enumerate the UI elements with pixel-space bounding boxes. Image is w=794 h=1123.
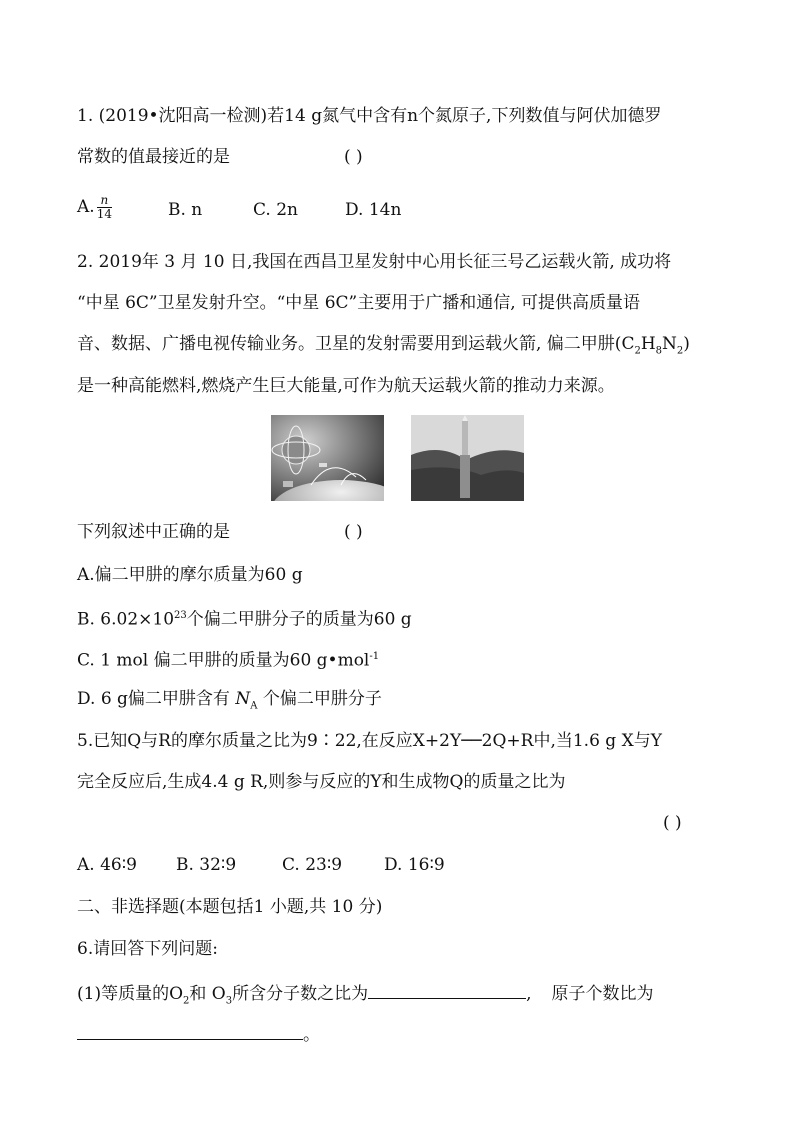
q6-o2-sub: 2 <box>183 995 190 1007</box>
q2-line3-text: 音、数据、广播电视传输业务。卫星的发射需要用到运载火箭, 偏二甲肼(C <box>77 334 635 354</box>
q1-option-b: B. n <box>168 200 203 220</box>
q6-part1-mid: 和 O <box>189 984 226 1004</box>
q2-answer-paren: ( ) <box>344 522 363 542</box>
q2-option-c-pre: C. 1 mol 偏二甲肼的质量为60 g•mol <box>77 650 370 671</box>
q2-line4: 是一种高能燃料,燃烧产生巨大能量,可作为航天运载火箭的推动力来源。 <box>77 376 615 396</box>
q1-option-a-denominator: 14 <box>96 207 112 221</box>
q2-option-d-pre: D. 6 g偏二甲肼含有 <box>77 689 236 709</box>
q2-option-d-na: N <box>235 689 251 709</box>
q2-option-b-pre: B. 6.02×10 <box>77 609 175 630</box>
satellite-illustration <box>271 415 384 501</box>
q6-part1-line2 <box>77 1021 320 1046</box>
q6-part1-pre: (1)等质量的O <box>77 984 184 1004</box>
satellite-image <box>271 415 384 501</box>
q2-formula-sub-c: 2 <box>634 345 641 357</box>
q2-option-d-na-sub: A <box>250 700 258 712</box>
q5-option-c: C. 23∶9 <box>282 855 343 875</box>
rocket-illustration <box>411 415 524 501</box>
q2-option-c <box>77 646 379 672</box>
q6-part1-tail: 原子个数比为 <box>551 984 654 1004</box>
q2-option-c-exponent: -1 <box>369 651 380 662</box>
q1-line1: 1. (2019•沈阳高一检测)若14 g氮气中含有n个氮原子,下列数值与阿伏加德罗 <box>77 106 662 126</box>
q1-option-a-fraction <box>97 194 112 221</box>
q5-answer-paren: ( ) <box>663 813 682 833</box>
rocket-image <box>411 415 524 501</box>
q2-formula-close: ) <box>683 334 690 354</box>
q2-formula-n: N <box>662 334 677 354</box>
q2-formula-h: H <box>640 334 656 354</box>
q1-answer-paren: ( ) <box>344 147 363 167</box>
q5-line1: 5.已知Q与R的摩尔质量之比为9∶22,在反应X+2Y──2Q+R中,当1.6 g X与Y <box>77 731 662 751</box>
q5-option-d: D. 16∶9 <box>384 855 445 875</box>
q2-line1: 2. 2019年 3 月 10 日,我国在西昌卫星发射中心用长征三号乙运载火箭, 成功将 <box>77 252 672 272</box>
q6-blank-atom-ratio[interactable] <box>77 1021 303 1040</box>
q6-part1 <box>77 980 654 1012</box>
q1-option-a-numerator: n <box>97 194 112 208</box>
q2-line2: “中星 6C”卫星发射升空。“中星 6C”主要用于广播和通信, 可提供高质量语 <box>77 293 641 313</box>
q6-part1-comma: , <box>526 984 532 1004</box>
q2-formula-sub-h: 8 <box>655 345 663 357</box>
q1-option-a-prefix: A. <box>77 197 95 217</box>
q2-option-a: A.偏二甲肼的摩尔质量为60 g <box>77 565 303 585</box>
q2-option-b <box>77 605 412 631</box>
q6-blank-molecule-ratio[interactable] <box>368 980 526 999</box>
section-2-title: 二、非选择题(本题包括1 小题,共 10 分) <box>77 897 383 917</box>
q1-option-a <box>77 194 112 221</box>
q6-part1-post: 所含分子数之比为 <box>232 984 369 1004</box>
q1-option-d: D. 14n <box>345 200 402 220</box>
q2-stem: 下列叙述中正确的是 <box>77 522 230 542</box>
q2-option-d <box>77 688 382 717</box>
q1-line2: 常数的值最接近的是 <box>77 147 230 167</box>
q6-stem: 6.请回答下列问题: <box>77 939 218 959</box>
q2-line3 <box>77 333 690 362</box>
q5-option-a: A. 46∶9 <box>77 855 137 875</box>
q2-formula-sub-n: 2 <box>676 345 684 357</box>
q5-option-b: B. 32∶9 <box>176 855 237 875</box>
q1-option-c: C. 2n <box>253 200 298 220</box>
q2-option-d-post: 个偏二甲肼分子 <box>257 689 382 709</box>
q6-part1-end: 。 <box>303 1025 320 1045</box>
q5-line2: 完全反应后,生成4.4 g R,则参与反应的Y和生成物Q的质量之比为 <box>77 772 566 792</box>
q6-o3-sub: 3 <box>225 995 233 1007</box>
q2-option-b-exponent: 23 <box>174 610 187 621</box>
q2-option-b-post: 个偏二甲肼分子的质量为60 g <box>186 609 412 630</box>
